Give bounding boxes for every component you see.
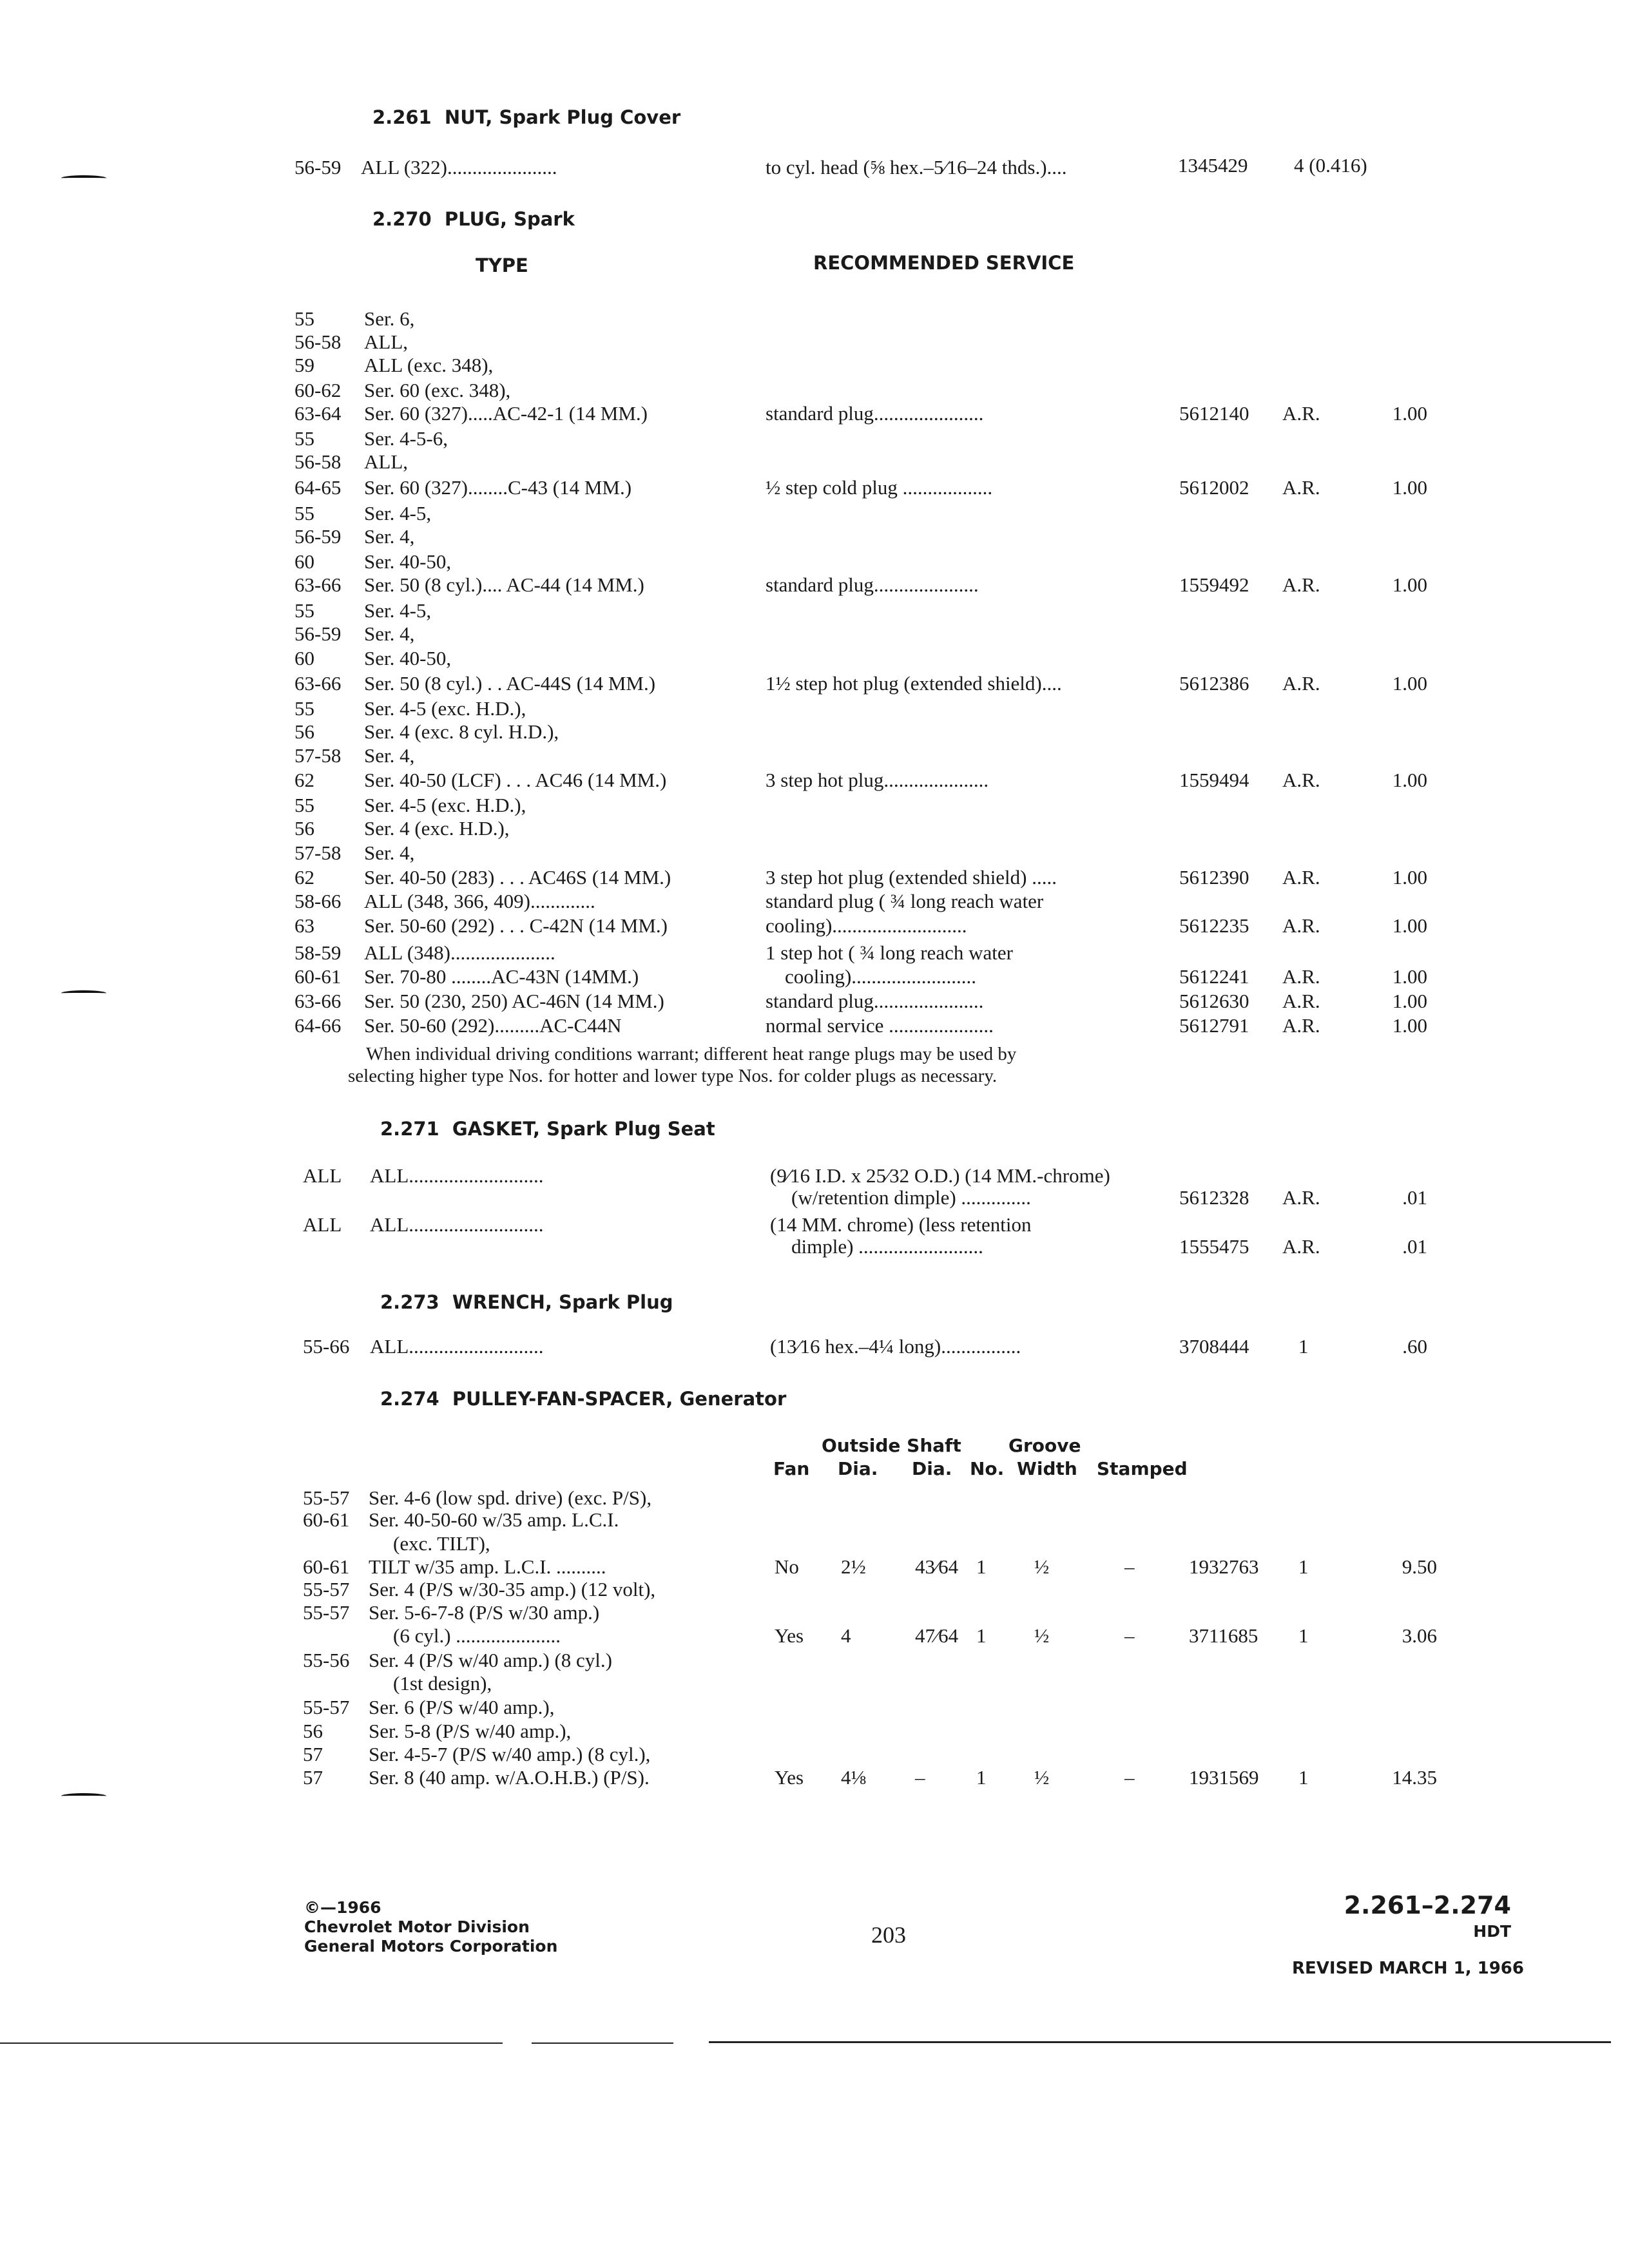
cell-type: ALL...........................	[370, 1335, 544, 1358]
cell-no: 1	[976, 1766, 987, 1789]
page-number: 203	[871, 1922, 906, 1948]
cell-stamped: –	[1124, 1766, 1135, 1789]
cell-yr: 63-66	[294, 990, 342, 1012]
cell-desc: 3 step hot plug.....................	[766, 769, 989, 791]
cell-type: Ser. 4-5,	[364, 599, 432, 622]
quantity: 4 (0.416)	[1294, 154, 1367, 177]
cell-price: 3.06	[1402, 1624, 1437, 1647]
cell-desc: 1 step hot ( ¾ long reach water	[766, 941, 1013, 964]
cell-desc: cooling)...........................	[766, 914, 967, 937]
cell-part: 5612002	[1179, 476, 1249, 499]
cell-yr: 55	[294, 697, 314, 720]
cell-yr: 55	[294, 794, 314, 816]
cell-fan: Yes	[775, 1766, 804, 1789]
cell-qty: A.R.	[1282, 866, 1320, 889]
section-heading-2271: 2.271 GASKET, Spark Plug Seat	[380, 1118, 715, 1140]
cell-type: Ser. 4,	[364, 744, 415, 767]
cell-type: Ser. 50 (8 cyl.) . . AC-44S (14 MM.)	[364, 672, 656, 695]
cell-yr: 56	[303, 1720, 323, 1742]
cell-part: 5612140	[1179, 402, 1249, 425]
cell-price: .01	[1402, 1235, 1427, 1258]
cell-yr: 57	[303, 1743, 323, 1765]
cell-desc: (9⁄16 I.D. x 25⁄32 O.D.) (14 MM.-chrome)	[770, 1164, 1110, 1187]
footer-division: Chevrolet Motor Division	[304, 1917, 530, 1936]
cell-yr: 57-58	[294, 744, 342, 767]
footer-copyright: ©—1966	[304, 1898, 381, 1917]
column-header-shaft-dia: Dia.	[912, 1458, 952, 1479]
note-line-1: When individual driving conditions warrant; different heat range plugs may be used by	[366, 1044, 1017, 1064]
cell-price: 1.00	[1392, 573, 1427, 596]
binder-mark-top	[61, 175, 106, 181]
cell-type: Ser. 4 (exc. 8 cyl. H.D.),	[364, 720, 559, 743]
cell-part: 5612328	[1179, 1186, 1249, 1209]
cell-yr: 55	[294, 307, 314, 330]
cell-type: Ser. 40-50 (283) . . . AC46S (14 MM.)	[364, 866, 671, 889]
cell-type: Ser. 4,	[364, 622, 415, 645]
cell-desc: (13⁄16 hex.–4¼ long)................	[770, 1335, 1021, 1358]
cell-type: Ser. 40-50,	[364, 647, 452, 669]
cell-qty: 1	[1298, 1555, 1309, 1578]
cell-yr: 56-58	[294, 331, 342, 353]
column-header-recommended-service: RECOMMENDED SERVICE	[813, 252, 1075, 274]
section-code: HDT	[1473, 1922, 1511, 1941]
cell-type: Ser. 4,	[364, 525, 415, 548]
cell-part: 1555475	[1179, 1235, 1249, 1258]
bottom-rule-3	[709, 2041, 1611, 2043]
cell-yr: 63-66	[294, 672, 342, 695]
cell-type: Ser. 50-60 (292) . . . C-42N (14 MM.)	[364, 914, 668, 937]
cell-price: 1.00	[1392, 476, 1427, 499]
cell-yr: 55-57	[303, 1578, 350, 1600]
cell-width: ½	[1034, 1766, 1050, 1789]
cell-qty: A.R.	[1282, 914, 1320, 937]
cell-type: Ser. 60 (327).....AC-42-1 (14 MM.)	[364, 402, 648, 425]
cell-yr: 55-57	[303, 1486, 350, 1509]
cell-qty: A.R.	[1282, 769, 1320, 791]
cell-type: Ser. 50 (8 cyl.).... AC-44 (14 MM.)	[364, 573, 644, 596]
cell-od: 4	[841, 1624, 851, 1647]
cell-part: 1932763	[1189, 1555, 1259, 1578]
cell-type: Ser. 40-50 (LCF) . . . AC46 (14 MM.)	[364, 769, 667, 791]
cell-type: ALL,	[364, 450, 409, 473]
cell-qty: A.R.	[1282, 990, 1320, 1012]
cell-yr: 55-56	[303, 1649, 350, 1671]
cell-type: Ser. 4-5 (exc. H.D.),	[364, 697, 526, 720]
cell-width: ½	[1034, 1555, 1050, 1578]
column-header-fan: Fan	[773, 1458, 810, 1479]
cell-type: ALL (exc. 348),	[364, 354, 494, 376]
cell-type: ALL (348).....................	[364, 941, 555, 964]
column-header-outside-dia: Dia.	[838, 1458, 878, 1479]
cell-yr: 60-61	[294, 965, 342, 988]
cell-desc: (w/retention dimple) ..............	[791, 1186, 1031, 1209]
cell-price: 1.00	[1392, 965, 1427, 988]
cell-yr: 56	[294, 720, 314, 743]
column-header-type: TYPE	[476, 255, 528, 276]
cell-qty: 1	[1298, 1335, 1309, 1358]
cell-yr: 57	[303, 1766, 323, 1789]
cell-type: Ser. 4,	[364, 841, 415, 864]
cell-type: Ser. 4-5 (exc. H.D.),	[364, 794, 526, 816]
cell-price: .60	[1402, 1335, 1427, 1358]
section-heading-2270: 2.270 PLUG, Spark	[372, 208, 575, 230]
cell-type: Ser. 50 (230, 250) AC-46N (14 MM.)	[364, 990, 664, 1012]
cell-price: 1.00	[1392, 402, 1427, 425]
cell-yr: 58-59	[294, 941, 342, 964]
cell-qty: A.R.	[1282, 672, 1320, 695]
cell-shaft: 47⁄64	[915, 1624, 959, 1647]
cell-type: Ser. 70-80 ........AC-43N (14MM.)	[364, 965, 639, 988]
description: to cyl. head (⅝ hex.–5⁄16–24 thds.)....	[766, 156, 1067, 178]
cell-fan: No	[775, 1555, 799, 1578]
cell-type: Ser. 4 (exc. H.D.),	[364, 817, 510, 840]
bottom-rule-2	[532, 2042, 673, 2044]
binder-mark-middle	[61, 990, 106, 996]
cell-type: Ser. 40-50-60 w/35 amp. L.C.I.	[369, 1508, 619, 1531]
cell-stamped: –	[1124, 1624, 1135, 1647]
column-header-groove: Groove	[1008, 1435, 1081, 1456]
cell-type: Ser. 4-6 (low spd. drive) (exc. P/S),	[369, 1486, 652, 1509]
cell-type: Ser. 6 (P/S w/40 amp.),	[369, 1696, 555, 1718]
note-line-2: selecting higher type Nos. for hotter and lower type Nos. for colder plugs as necessary.	[348, 1066, 998, 1086]
cell-yr: 60-61	[303, 1508, 350, 1531]
cell-part: 5612386	[1179, 672, 1249, 695]
cell-yr: 55	[294, 599, 314, 622]
column-header-stamped: Stamped	[1097, 1458, 1188, 1479]
cell-yr: 55-66	[303, 1335, 350, 1358]
cell-price: 9.50	[1402, 1555, 1437, 1578]
cell-type: Ser. 4-5-7 (P/S w/40 amp.) (8 cyl.),	[369, 1743, 651, 1765]
cell-yr: 63-66	[294, 573, 342, 596]
cell-price: 1.00	[1392, 769, 1427, 791]
cell-yr: 63	[294, 914, 314, 937]
cell-part: 1559492	[1179, 573, 1249, 596]
cell-type: ALL (348, 366, 409).............	[364, 890, 595, 912]
cell-price: 1.00	[1392, 1014, 1427, 1037]
bottom-rule-1	[0, 2042, 503, 2044]
cell-yr: 62	[294, 866, 314, 889]
cell-stamped: –	[1124, 1555, 1135, 1578]
cell-part: 3711685	[1189, 1624, 1258, 1647]
section-range: 2.261–2.274	[1344, 1891, 1511, 1919]
cell-type: Ser. 4-5,	[364, 502, 432, 524]
cell-yr: 60	[294, 550, 314, 573]
cell-yr: 64-66	[294, 1014, 342, 1037]
cell-part: 5612390	[1179, 866, 1249, 889]
cell-yr: ALL	[303, 1213, 342, 1236]
cell-type: Ser. 6,	[364, 307, 415, 330]
cell-part: 1559494	[1179, 769, 1249, 791]
footer-corporation: General Motors Corporation	[304, 1937, 558, 1956]
cell-shaft: –	[915, 1766, 925, 1789]
cell-part: 5612235	[1179, 914, 1249, 937]
cell-desc: standard plug......................	[766, 402, 984, 425]
cell-qty: A.R.	[1282, 1186, 1320, 1209]
column-header-outside-shaft: Outside Shaft	[822, 1435, 961, 1456]
cell-type: (6 cyl.) .....................	[393, 1624, 561, 1647]
cell-type: Ser. 5-8 (P/S w/40 amp.),	[369, 1720, 572, 1742]
cell-yr: 56-58	[294, 450, 342, 473]
cell-type: Ser. 40-50,	[364, 550, 452, 573]
cell-od: 2½	[841, 1555, 866, 1578]
cell-yr: 55	[294, 427, 314, 450]
section-heading-2273: 2.273 WRENCH, Spark Plug	[380, 1291, 673, 1313]
cell-width: ½	[1034, 1624, 1050, 1647]
cell-yr: 56-59	[294, 622, 342, 645]
cell-part: 1931569	[1189, 1766, 1259, 1789]
cell-desc: normal service .....................	[766, 1014, 994, 1037]
cell-yr: 63-64	[294, 402, 342, 425]
cell-qty: A.R.	[1282, 402, 1320, 425]
cell-desc: ½ step cold plug ..................	[766, 476, 993, 499]
cell-type: Ser. 5-6-7-8 (P/S w/30 amp.)	[369, 1601, 600, 1624]
cell-desc: 1½ step hot plug (extended shield)....	[766, 672, 1062, 695]
cell-type: Ser. 50-60 (292).........AC-C44N	[364, 1014, 622, 1037]
cell-yr: 56	[294, 817, 314, 840]
binder-mark-bottom	[61, 1793, 106, 1799]
cell-price: 1.00	[1392, 672, 1427, 695]
cell-shaft: 43⁄64	[915, 1555, 959, 1578]
cell-yr: 60	[294, 647, 314, 669]
cell-part: 3708444	[1179, 1335, 1249, 1358]
cell-price: .01	[1402, 1186, 1427, 1209]
cell-type: Ser. 4 (P/S w/30-35 amp.) (12 volt),	[369, 1578, 656, 1600]
cell-part: 5612791	[1179, 1014, 1249, 1037]
cell-yr: 56-59	[294, 525, 342, 548]
cell-desc: standard plug......................	[766, 990, 984, 1012]
cell-qty: A.R.	[1282, 1014, 1320, 1037]
column-header-groove-width: Width	[1017, 1458, 1077, 1479]
cell-qty: A.R.	[1282, 476, 1320, 499]
section-heading-2274: 2.274 PULLEY-FAN-SPACER, Generator	[380, 1388, 787, 1410]
cell-qty: A.R.	[1282, 1235, 1320, 1258]
cell-type: ALL...........................	[370, 1213, 544, 1236]
cell-type: Ser. 60 (exc. 348),	[364, 379, 511, 401]
year-range: 56-59	[294, 156, 342, 178]
cell-yr: 59	[294, 354, 314, 376]
cell-desc: 3 step hot plug (extended shield) .....	[766, 866, 1057, 889]
cell-qty: 1	[1298, 1624, 1309, 1647]
cell-yr: 58-66	[294, 890, 342, 912]
cell-part: 5612630	[1179, 990, 1249, 1012]
cell-no: 1	[976, 1555, 987, 1578]
cell-yr: 57-58	[294, 841, 342, 864]
cell-type: Ser. 4-5-6,	[364, 427, 448, 450]
cell-desc: (14 MM. chrome) (less retention	[770, 1213, 1032, 1236]
cell-yr: 55	[294, 502, 314, 524]
cell-part: 5612241	[1179, 965, 1249, 988]
cell-yr: 60-62	[294, 379, 342, 401]
cell-type: ALL...........................	[370, 1164, 544, 1187]
cell-type: (1st design),	[393, 1672, 492, 1695]
cell-qty: A.R.	[1282, 573, 1320, 596]
revision-date: REVISED MARCH 1, 1966	[1292, 1959, 1524, 1978]
cell-price: 1.00	[1392, 914, 1427, 937]
cell-desc: standard plug.....................	[766, 573, 979, 596]
application: ALL (322)......................	[361, 156, 557, 178]
cell-yr: 64-65	[294, 476, 342, 499]
cell-fan: Yes	[775, 1624, 804, 1647]
cell-yr: 55-57	[303, 1601, 350, 1624]
cell-od: 4⅛	[841, 1766, 866, 1789]
column-header-groove-no: No.	[970, 1458, 1005, 1479]
cell-desc: standard plug ( ¾ long reach water	[766, 890, 1044, 912]
cell-qty: 1	[1298, 1766, 1309, 1789]
cell-no: 1	[976, 1624, 987, 1647]
cell-type: ALL,	[364, 331, 409, 353]
cell-yr: 60-61	[303, 1555, 350, 1578]
cell-yr: 55-57	[303, 1696, 350, 1718]
cell-type: Ser. 60 (327)........C-43 (14 MM.)	[364, 476, 632, 499]
cell-type: TILT w/35 amp. L.C.I. ..........	[369, 1555, 606, 1578]
cell-yr: 62	[294, 769, 314, 791]
cell-qty: A.R.	[1282, 965, 1320, 988]
cell-type: Ser. 8 (40 amp. w/A.O.H.B.) (P/S).	[369, 1766, 650, 1789]
cell-desc: cooling).........................	[785, 965, 977, 988]
section-heading-2261: 2.261 NUT, Spark Plug Cover	[372, 106, 681, 128]
cell-price: 1.00	[1392, 866, 1427, 889]
cell-price: 1.00	[1392, 990, 1427, 1012]
cell-type: Ser. 4 (P/S w/40 amp.) (8 cyl.)	[369, 1649, 612, 1671]
cell-price: 14.35	[1392, 1766, 1437, 1789]
cell-type: (exc. TILT),	[393, 1532, 490, 1555]
part-number: 1345429	[1178, 154, 1248, 177]
cell-yr: ALL	[303, 1164, 342, 1187]
cell-desc: dimple) .........................	[791, 1235, 983, 1258]
